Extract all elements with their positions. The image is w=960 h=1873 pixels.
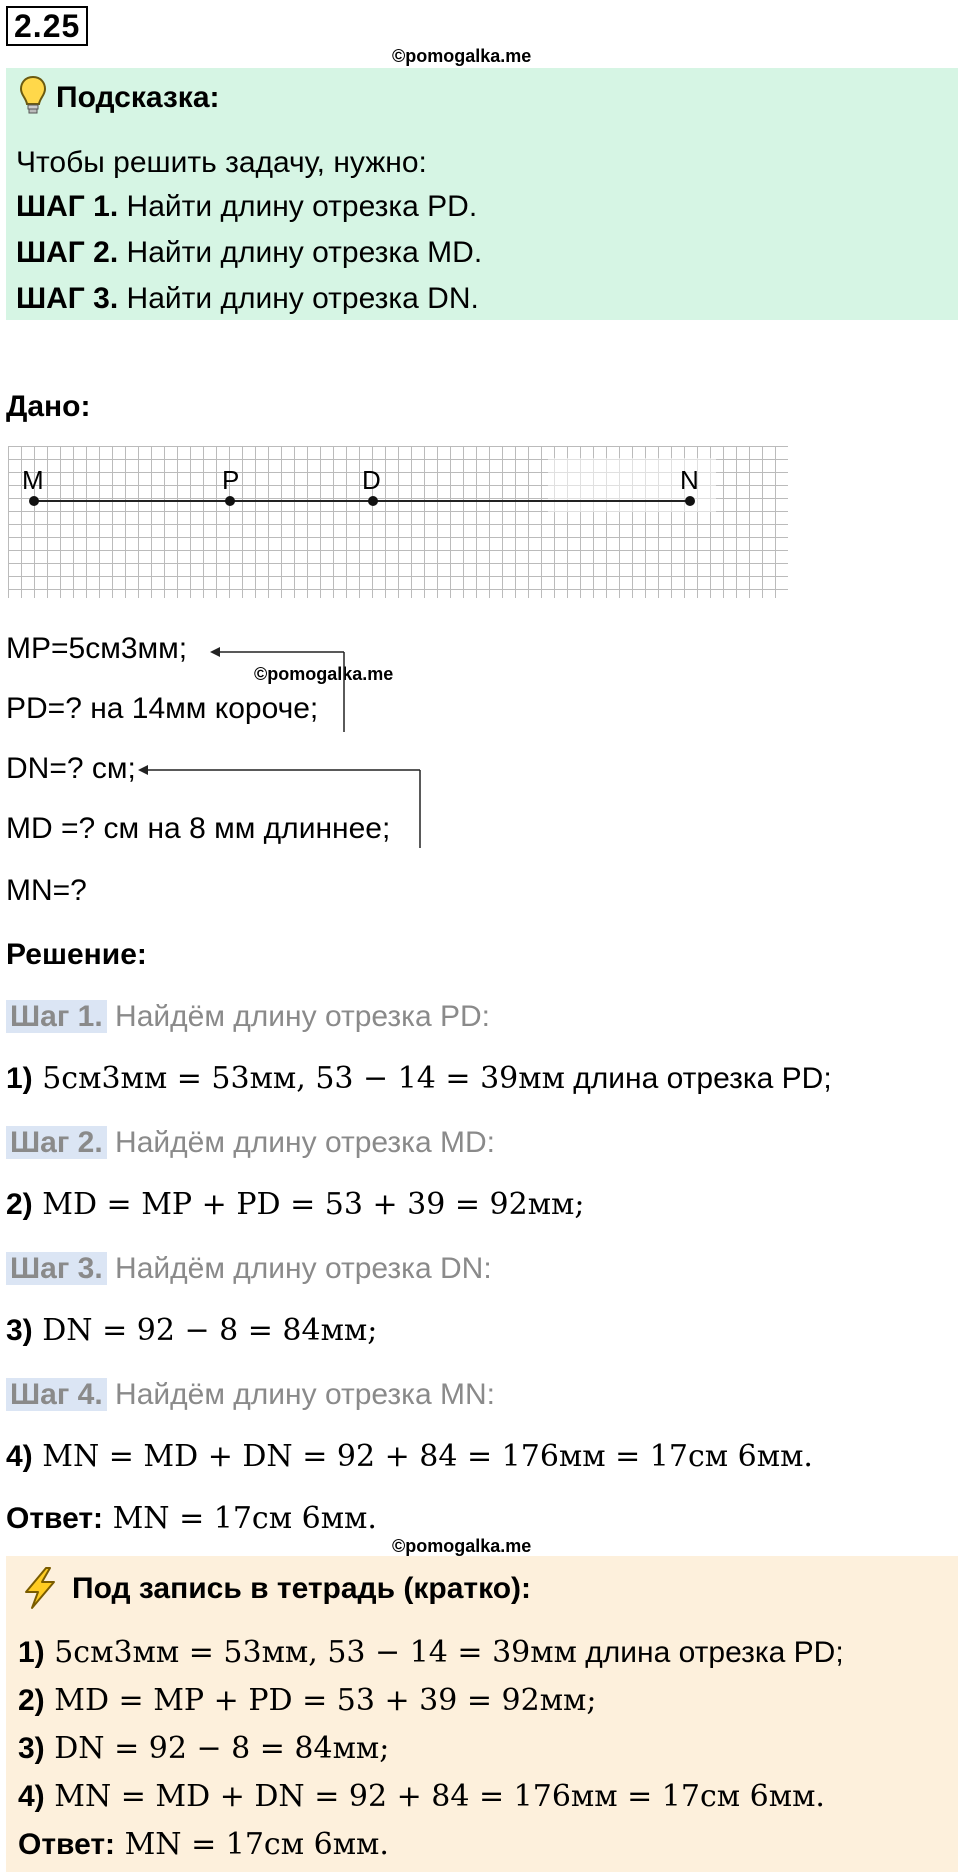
solution-title: Решение: bbox=[6, 938, 147, 971]
point-label: D bbox=[362, 465, 381, 495]
short-note-line-3: 3) DN = 92 − 8 = 84мм; bbox=[18, 1731, 390, 1766]
solution-answer: Ответ: MN = 17см 6мм. bbox=[6, 1501, 377, 1536]
point-label: M bbox=[22, 465, 44, 495]
short-note-answer: Ответ: MN = 17см 6мм. bbox=[18, 1827, 389, 1862]
watermark: ©pomogalka.me bbox=[392, 1536, 532, 1556]
watermark: ©pomogalka.me bbox=[392, 46, 532, 66]
short-note-line-2: 2) MD = MP + PD = 53 + 39 = 92мм; bbox=[18, 1683, 597, 1718]
short-note-line-1: 1) 5см3мм = 53мм, 53 − 14 = 39мм длина отрезка PD; bbox=[18, 1635, 844, 1670]
given-line-5: MN=? bbox=[6, 874, 87, 907]
hint-step-2: ШАГ 2. Найти длину отрезка MD. bbox=[16, 236, 483, 269]
hint-title: Подсказка: bbox=[56, 81, 220, 114]
solution-step-2-heading: Шаг 2. Найдём длину отрезка MD: bbox=[6, 1124, 495, 1162]
hint-step-3: ШАГ 3. Найти длину отрезка DN. bbox=[16, 282, 479, 315]
lightning-icon bbox=[20, 1566, 60, 1610]
watermark: ©pomogalka.me bbox=[254, 664, 394, 684]
hint-step-1: ШАГ 1. Найти длину отрезка PD. bbox=[16, 190, 478, 223]
solution-step-4-calc: 4) MN = MD + DN = 92 + 84 = 176мм = 17см 6мм. bbox=[6, 1439, 813, 1474]
given-line-4: MD =? см на 8 мм длиннее; bbox=[6, 812, 391, 845]
given-line-1: MP=5см3мм; bbox=[6, 632, 188, 665]
short-note-line-4: 4) MN = MD + DN = 92 + 84 = 176мм = 17см 6мм. bbox=[18, 1779, 825, 1814]
short-note-title: Под запись в тетрадь (кратко): bbox=[72, 1572, 532, 1605]
solution-step-3-heading: Шаг 3. Найдём длину отрезка DN: bbox=[6, 1250, 492, 1288]
solution-step-3-calc: 3) DN = 92 − 8 = 84мм; bbox=[6, 1313, 378, 1348]
solution-step-4-heading: Шаг 4. Найдём длину отрезка MN: bbox=[6, 1376, 495, 1414]
solution-step-2-calc: 2) MD = MP + PD = 53 + 39 = 92мм; bbox=[6, 1187, 585, 1222]
given-line-2: PD=? на 14мм короче; bbox=[6, 692, 319, 725]
point-label: N bbox=[680, 465, 699, 495]
task-number: 2.25 bbox=[6, 6, 88, 46]
relation-arrows bbox=[0, 0, 960, 900]
hint-intro: Чтобы решить задачу, нужно: bbox=[16, 146, 427, 179]
given-title: Дано: bbox=[6, 390, 91, 423]
point-label: P bbox=[222, 465, 240, 495]
given-line-3: DN=? см; bbox=[6, 752, 136, 785]
solution-step-1-heading: Шаг 1. Найдём длину отрезка PD: bbox=[6, 998, 490, 1036]
solution-step-1-calc: 1) 5см3мм = 53мм, 53 − 14 = 39мм длина отрезка PD; bbox=[6, 1061, 832, 1096]
